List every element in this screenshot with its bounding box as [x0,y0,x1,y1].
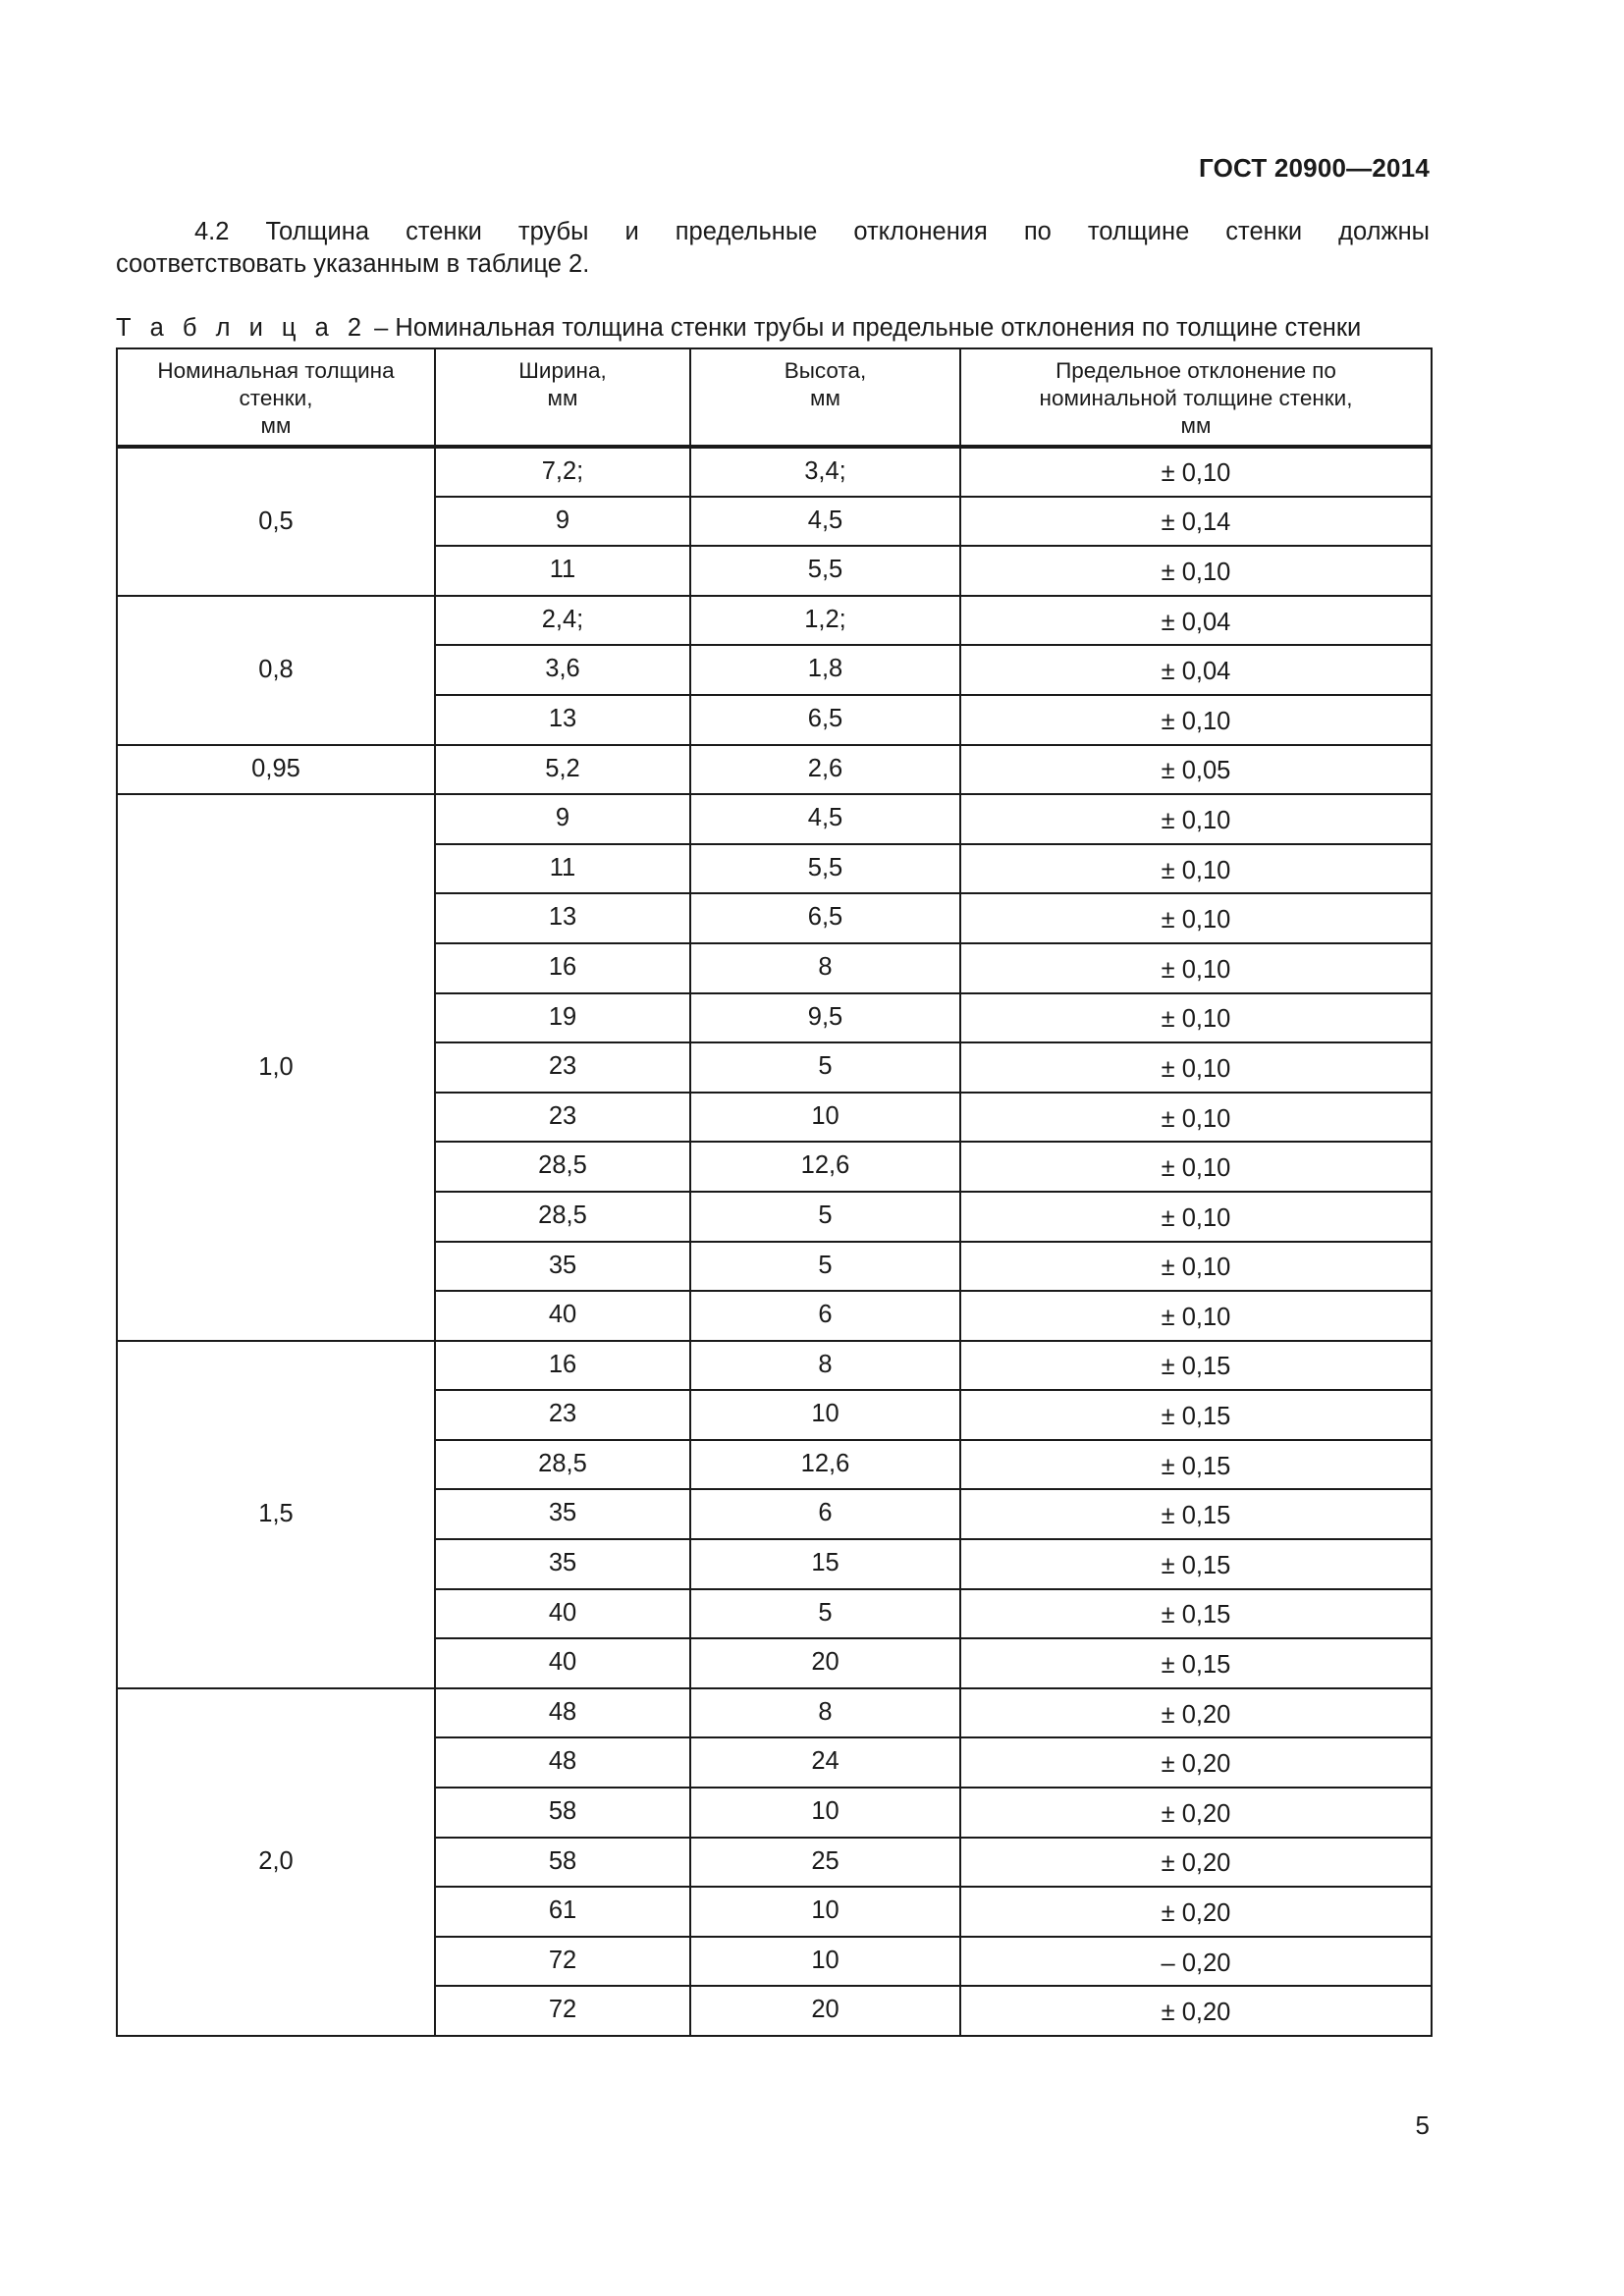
paragraph-line-2: соответствовать указанным в таблице 2. [116,250,590,278]
cell-height: 10 [690,1788,960,1838]
cell-deviation: ± 0,14 [960,497,1432,547]
table-body [117,447,1432,2036]
cell-deviation: ± 0,10 [960,943,1432,993]
cell-height: 20 [690,1986,960,2036]
cell-deviation: ± 0,10 [960,1093,1432,1143]
cell-deviation: ± 0,10 [960,1291,1432,1341]
page-number: 5 [1415,2110,1430,2140]
cell-deviation: ± 0,10 [960,1242,1432,1292]
cell-height: 3,4; [690,447,960,497]
cell-deviation: ± 0,20 [960,1788,1432,1838]
cell-height: 10 [690,1390,960,1440]
cell-width: 35 [435,1539,690,1589]
cell-width: 9 [435,497,690,547]
cell-height: 25 [690,1838,960,1888]
cell-height: 1,8 [690,645,960,695]
cell-width: 3,6 [435,645,690,695]
cell-deviation: ± 0,15 [960,1638,1432,1688]
table-row [117,447,1432,497]
cell-height: 2,6 [690,745,960,795]
cell-width: 72 [435,1986,690,2036]
cell-height: 15 [690,1539,960,1589]
cell-height: 24 [690,1737,960,1788]
cell-height: 5 [690,1589,960,1639]
cell-deviation: ± 0,10 [960,893,1432,943]
cell-width: 48 [435,1688,690,1738]
cell-deviation: ± 0,10 [960,993,1432,1043]
cell-deviation: ± 0,05 [960,745,1432,795]
cell-deviation: ± 0,10 [960,794,1432,844]
cell-width: 40 [435,1589,690,1639]
cell-height: 8 [690,943,960,993]
cell-thickness: 2,0 [117,1688,435,2036]
cell-width: 28,5 [435,1440,690,1490]
cell-height: 4,5 [690,794,960,844]
cell-width: 72 [435,1937,690,1987]
cell-deviation: ± 0,04 [960,596,1432,646]
cell-deviation: ± 0,10 [960,1142,1432,1192]
cell-height: 6 [690,1291,960,1341]
cell-deviation: ± 0,10 [960,1192,1432,1242]
cell-width: 58 [435,1788,690,1838]
cell-deviation: ± 0,20 [960,1838,1432,1888]
cell-height: 5 [690,1242,960,1292]
cell-width: 23 [435,1390,690,1440]
header-line: стенки, [239,386,313,410]
cell-height: 9,5 [690,993,960,1043]
cell-width: 35 [435,1242,690,1292]
cell-width: 58 [435,1838,690,1888]
table-caption [116,312,1430,344]
cell-width: 19 [435,993,690,1043]
cell-width: 28,5 [435,1192,690,1242]
cell-width: 61 [435,1887,690,1937]
cell-height: 10 [690,1937,960,1987]
body-paragraph [116,216,1430,281]
header-line: Высота, [784,358,867,383]
cell-width: 5,2 [435,745,690,795]
cell-height: 8 [690,1341,960,1391]
cell-deviation: ± 0,15 [960,1539,1432,1589]
cell-width: 7,2; [435,447,690,497]
header-line: Предельное отклонение по [1056,358,1336,383]
cell-thickness: 1,0 [117,794,435,1341]
cell-height: 12,6 [690,1440,960,1490]
cell-deviation: ± 0,20 [960,1887,1432,1937]
cell-width: 35 [435,1489,690,1539]
cell-height: 5 [690,1192,960,1242]
header-line: номинальной толщине стенки, [1039,386,1353,410]
table-row [117,794,1432,844]
header-line: мм [1180,413,1212,438]
cell-deviation: ± 0,20 [960,1737,1432,1788]
cell-width: 13 [435,893,690,943]
table-caption-label: Т а б л и ц а 2 [116,314,368,342]
header-width [435,348,690,447]
table-caption-text: – Номинальная толщина стенки трубы и предельные отклонения по толщине стенки [367,314,1362,342]
paragraph-line-1: 4.2 Толщина стенки трубы и предельные отклонения по толщине стенки должны [194,218,1430,245]
cell-deviation: – 0,20 [960,1937,1432,1987]
cell-height: 20 [690,1638,960,1688]
cell-height: 5,5 [690,546,960,596]
cell-deviation: ± 0,15 [960,1390,1432,1440]
cell-width: 11 [435,546,690,596]
cell-width: 23 [435,1093,690,1143]
cell-thickness: 0,95 [117,745,435,795]
header-height [690,348,960,447]
cell-height: 4,5 [690,497,960,547]
header-line: мм [260,413,292,438]
header-thickness [117,348,435,447]
cell-height: 5,5 [690,844,960,894]
cell-width: 2,4; [435,596,690,646]
header-line: Ширина, [518,358,607,383]
cell-width: 40 [435,1291,690,1341]
cell-height: 1,2; [690,596,960,646]
cell-width: 40 [435,1638,690,1688]
header-line: Номинальная толщина [157,358,395,383]
cell-deviation: ± 0,10 [960,546,1432,596]
cell-width: 9 [435,794,690,844]
cell-thickness: 1,5 [117,1341,435,1688]
cell-deviation: ± 0,15 [960,1589,1432,1639]
cell-height: 12,6 [690,1142,960,1192]
table-row [117,1688,1432,1738]
cell-width: 16 [435,943,690,993]
cell-deviation: ± 0,15 [960,1440,1432,1490]
cell-width: 23 [435,1042,690,1093]
table-header-row [117,348,1432,447]
cell-height: 6 [690,1489,960,1539]
cell-width: 11 [435,844,690,894]
header-deviation [960,348,1432,447]
cell-height: 6,5 [690,695,960,745]
cell-width: 48 [435,1737,690,1788]
header-line: мм [547,386,578,410]
header-line: мм [810,386,840,410]
cell-width: 13 [435,695,690,745]
document-code: ГОСТ 20900—2014 [1199,153,1430,183]
table-row [117,596,1432,646]
tolerance-table [116,347,1433,2037]
cell-deviation: ± 0,10 [960,447,1432,497]
cell-deviation: ± 0,15 [960,1489,1432,1539]
cell-height: 10 [690,1093,960,1143]
cell-height: 8 [690,1688,960,1738]
cell-width: 28,5 [435,1142,690,1192]
cell-thickness: 0,8 [117,596,435,745]
cell-width: 16 [435,1341,690,1391]
cell-deviation: ± 0,04 [960,645,1432,695]
table-row [117,1341,1432,1391]
cell-deviation: ± 0,15 [960,1341,1432,1391]
cell-thickness: 0,5 [117,447,435,596]
cell-height: 10 [690,1887,960,1937]
cell-height: 5 [690,1042,960,1093]
cell-deviation: ± 0,20 [960,1688,1432,1738]
cell-deviation: ± 0,10 [960,695,1432,745]
cell-deviation: ± 0,20 [960,1986,1432,2036]
table-row [117,745,1432,795]
cell-deviation: ± 0,10 [960,1042,1432,1093]
cell-height: 6,5 [690,893,960,943]
cell-deviation: ± 0,10 [960,844,1432,894]
